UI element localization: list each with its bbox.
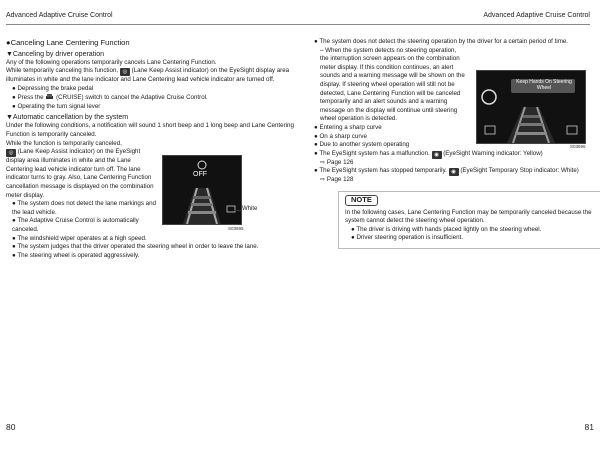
paragraph: Under the following conditions, a notification will sound 1 short beep and 1 long beep and Lane Centering Function is temporarily canceled.	[6, 122, 294, 139]
lane-keep-assist-icon: ◎	[120, 68, 130, 76]
list-item: ● The driver is driving with hands placed lightly on the steering wheel.	[351, 225, 542, 233]
list-item: ● The EyeSight system has a malfunction. ◉ (EyeSight Warning indicator: Yellow)	[314, 149, 543, 158]
note-text: In the following cases, Lane Centering Function may be temporarily canceled because the system cannot detect the steering wheel operation.	[345, 208, 592, 225]
section-title: ●Canceling Lane Centering Function	[6, 38, 130, 47]
list-item: ● The EyeSight system has stopped temporarily. ◉ (EyeSight Temporary Stop indicator: White)	[314, 167, 579, 176]
subsection-automatic-cancellation: ▼Automatic cancellation by the system	[6, 114, 129, 122]
page-number-right: 81	[584, 422, 594, 432]
paragraph: Any of the following operations temporarily cancels Lane Centering Function.	[6, 58, 217, 66]
dashboard-illustration	[163, 156, 241, 224]
keep-hands-figure	[476, 70, 586, 144]
page-reference[interactable]: ⇨ Page 126	[320, 158, 354, 166]
note-box	[338, 191, 600, 249]
list-item: ● The system does not detect the steering operation by the driver for a certain period of time.	[314, 38, 569, 45]
white-callout-label: White	[242, 206, 258, 212]
list-item: ● Driver steering operation is insufficient.	[351, 234, 463, 242]
dash-paragraph: – When the system detects no steering operation, the interruption screen appears on the combination meter display. If this condition continues, an alert sounds and a warning message will be shown on the display. If steering wheel operation will still not be detected, Lane Centering Function will be canceled temporarily and an alert sounds and a warning message on the display will continue until steering wheel operation is detected.	[320, 46, 465, 123]
note-tag: NOTE	[345, 195, 378, 206]
callout-line	[234, 210, 242, 211]
list-item: ● Operating the turn signal lever	[12, 102, 101, 110]
lane-centering-off-figure	[162, 155, 242, 225]
paragraph-narrow: While the function is temporarily canceled, ◎ (Lane Keep Assist indicator) on the EyeSight display area illuminates in white and the Lane Centering lead vehicle indicator turn off. The lane indicator turns to gray. Also, Lane Centering Function cancellation message is displayed on the combination meter display. ● The system does not detect the lane markings and the lead vehicle. ● The Adaptive Cruise Control is automatically canceled.	[6, 140, 158, 235]
figure-code: S03696	[570, 144, 586, 149]
left-column	[6, 38, 296, 260]
eyesight-warning-icon: ◉	[432, 151, 442, 159]
list-item: ● The steering wheel is operated aggressively.	[12, 251, 140, 259]
lane-keep-assist-icon: ◎	[6, 149, 16, 157]
figure-code: S03695	[228, 226, 244, 231]
keep-hands-message: Keep Hands On Steering Wheel	[516, 79, 572, 91]
list-item: ● Entering a sharp curve	[314, 123, 382, 131]
header-rule	[6, 24, 590, 25]
list-item: ● The Adaptive Cruise Control is automatically canceled.	[12, 217, 139, 233]
list-item: ● Press the (CRUISE) switch to cancel the Adaptive Cruise Control.	[12, 94, 208, 102]
subsection-driver-operation: ▼Canceling by driver operation	[6, 50, 104, 58]
list-item: ● On a sharp curve	[314, 132, 367, 140]
header-right: Advanced Adaptive Cruise Control	[483, 12, 590, 19]
off-label: OFF	[193, 171, 207, 178]
header-left: Advanced Adaptive Cruise Control	[6, 12, 113, 19]
paragraph: While temporarily canceling this function, ◎ (Lane Keep Assist indicator) on the EyeSight display area illuminates in white and the lane indicator and Lane Centering lead vehicle indicator are turned off.	[6, 67, 290, 84]
page-number-left: 80	[6, 422, 16, 432]
list-item: ● Depressing the brake pedal	[12, 84, 94, 92]
list-item: ● Due to another system operating	[314, 141, 410, 149]
list-item: ● The system does not detect the lane markings and the lead vehicle.	[12, 200, 156, 216]
list-item: ● The windshield wiper operates at a high speed.	[12, 234, 147, 242]
page-reference[interactable]: ⇨ Page 128	[320, 176, 354, 184]
list-item: ● The system judges that the driver operated the steering wheel in order to leave the lane.	[12, 243, 259, 251]
cruise-switch-icon	[45, 93, 54, 100]
eyesight-temporary-stop-icon: ◉	[449, 168, 459, 176]
